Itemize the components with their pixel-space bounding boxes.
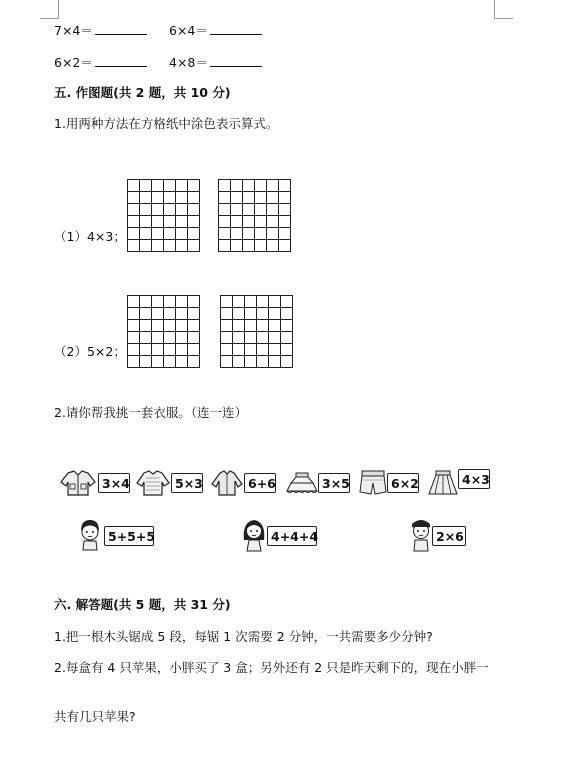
grid-cell[interactable] <box>176 308 188 320</box>
answer-blank[interactable] <box>210 22 262 35</box>
grid-cell[interactable] <box>219 240 231 252</box>
section-5-question-2: 2.请你帮我挑一套衣服。（连一连） <box>54 405 248 420</box>
grid-cell[interactable] <box>269 296 281 308</box>
grid-cell[interactable] <box>164 356 176 368</box>
grid-cell[interactable] <box>221 344 233 356</box>
grid-cell[interactable] <box>176 192 188 204</box>
section-6-question-2-line-1: 2.每盒有 4 只苹果，小胖买了 3 盒；另外还有 2 只是昨天剩下的，现在小胖一 <box>54 660 489 675</box>
grid-cell[interactable] <box>279 180 291 192</box>
grid-1a[interactable] <box>127 179 200 252</box>
girl-icon <box>242 518 266 552</box>
grid-cell[interactable] <box>128 320 140 332</box>
grid-cell[interactable] <box>176 240 188 252</box>
grid-cell[interactable] <box>152 308 164 320</box>
grid-1b[interactable] <box>218 179 291 252</box>
grid-cell[interactable] <box>140 320 152 332</box>
grid-cell[interactable] <box>255 204 267 216</box>
grid-cell[interactable] <box>164 296 176 308</box>
grid-cell[interactable] <box>245 344 257 356</box>
grid-cell[interactable] <box>176 356 188 368</box>
grid-cell[interactable] <box>128 216 140 228</box>
grid-cell[interactable] <box>128 192 140 204</box>
grid-cell[interactable] <box>257 320 269 332</box>
grid-cell[interactable] <box>176 344 188 356</box>
grid-cell[interactable] <box>231 240 243 252</box>
shorts-icon <box>359 470 387 496</box>
grid-cell[interactable] <box>164 216 176 228</box>
grid-cell[interactable] <box>233 308 245 320</box>
section-5-question-1: 1.用两种方法在方格纸中涂色表示算式。 <box>54 116 279 131</box>
grid-cell[interactable] <box>255 192 267 204</box>
grid-cell[interactable] <box>221 308 233 320</box>
grid-cell[interactable] <box>140 356 152 368</box>
grid-cell[interactable] <box>269 308 281 320</box>
grid-cell[interactable] <box>221 356 233 368</box>
grid-cell[interactable] <box>188 192 200 204</box>
grid-cell[interactable] <box>140 332 152 344</box>
grid-cell[interactable] <box>164 240 176 252</box>
grid-cell[interactable] <box>269 332 281 344</box>
sweater-icon <box>211 470 243 496</box>
grid-cell[interactable] <box>219 228 231 240</box>
grid-cell[interactable] <box>152 204 164 216</box>
grid-cell[interactable] <box>164 332 176 344</box>
grid-2a[interactable] <box>127 295 200 368</box>
grid-cell[interactable] <box>221 296 233 308</box>
grid-cell[interactable] <box>152 332 164 344</box>
grid-cell[interactable] <box>176 228 188 240</box>
grid-cell[interactable] <box>176 180 188 192</box>
grid-cell[interactable] <box>279 192 291 204</box>
section-6-question-1: 1.把一根木头锯成 5 段，每锯 1 次需要 2 分钟，一共需要多少分钟? <box>54 629 433 644</box>
kid-card-2[interactable]: 4+4+4 <box>267 526 317 546</box>
grid-cell[interactable] <box>188 180 200 192</box>
grid-cell[interactable] <box>188 332 200 344</box>
grid-cell[interactable] <box>128 296 140 308</box>
grid-cell[interactable] <box>257 296 269 308</box>
grid-cell[interactable] <box>152 356 164 368</box>
grid-cell[interactable] <box>188 308 200 320</box>
grid-cell[interactable] <box>267 228 279 240</box>
grid-cell[interactable] <box>164 192 176 204</box>
crop-mark-left <box>40 0 59 19</box>
grid-cell[interactable] <box>243 180 255 192</box>
grid-cell[interactable] <box>152 296 164 308</box>
grid-cell[interactable] <box>245 356 257 368</box>
boy-icon <box>78 519 102 551</box>
clothes-card-6[interactable]: 4×3 <box>458 469 490 489</box>
grid-cell[interactable] <box>245 296 257 308</box>
grid-cell[interactable] <box>128 344 140 356</box>
grid-cell[interactable] <box>243 240 255 252</box>
grid-cell[interactable] <box>164 308 176 320</box>
grid-cell[interactable] <box>164 180 176 192</box>
grid-cell[interactable] <box>188 320 200 332</box>
answer-blank[interactable] <box>210 54 262 67</box>
skirt-icon <box>286 472 318 494</box>
grid-cell[interactable] <box>257 308 269 320</box>
grid-cell[interactable] <box>279 240 291 252</box>
grid-cell[interactable] <box>140 240 152 252</box>
grid-cell[interactable] <box>140 192 152 204</box>
grid-cell[interactable] <box>219 180 231 192</box>
grid-cell[interactable] <box>279 228 291 240</box>
grid-cell[interactable] <box>281 308 293 320</box>
grid-2b[interactable] <box>220 295 293 368</box>
grid-cell[interactable] <box>233 344 245 356</box>
grid-cell[interactable] <box>188 216 200 228</box>
grid-cell[interactable] <box>279 204 291 216</box>
pleated-skirt-icon <box>428 470 458 496</box>
grid-cell[interactable] <box>164 320 176 332</box>
grid-row-1-label: （1）4×3； <box>54 229 126 244</box>
grid-cell[interactable] <box>233 296 245 308</box>
grid-cell[interactable] <box>188 228 200 240</box>
grid-cell[interactable] <box>219 216 231 228</box>
grid-row-2-label: （2）5×2； <box>54 344 126 359</box>
jacket-icon <box>60 470 96 496</box>
grid-cell[interactable] <box>176 320 188 332</box>
grid-cell[interactable] <box>281 332 293 344</box>
grid-cell[interactable] <box>231 204 243 216</box>
section-6-title: 六. 解答题(共 5 题，共 31 分) <box>54 597 231 612</box>
grid-cell[interactable] <box>188 344 200 356</box>
answer-blank[interactable] <box>95 54 147 67</box>
clothes-card-1[interactable]: 3×4 <box>98 473 130 493</box>
grid-cell[interactable] <box>255 240 267 252</box>
grid-cell[interactable] <box>152 344 164 356</box>
grid-cell[interactable] <box>269 344 281 356</box>
grid-cell[interactable] <box>255 228 267 240</box>
problem-2: 6×4＝ <box>169 22 262 39</box>
problem-1: 7×4＝ <box>54 22 147 39</box>
grid-cell[interactable] <box>257 356 269 368</box>
grid-cell[interactable] <box>128 228 140 240</box>
clothes-card-2[interactable]: 5×3 <box>171 473 203 493</box>
grid-cell[interactable] <box>267 192 279 204</box>
grid-cell[interactable] <box>231 192 243 204</box>
grid-cell[interactable] <box>243 192 255 204</box>
grid-cell[interactable] <box>255 216 267 228</box>
grid-cell[interactable] <box>279 216 291 228</box>
grid-cell[interactable] <box>128 204 140 216</box>
grid-cell[interactable] <box>243 216 255 228</box>
grid-cell[interactable] <box>243 204 255 216</box>
grid-cell[interactable] <box>267 204 279 216</box>
grid-cell[interactable] <box>231 180 243 192</box>
grid-cell[interactable] <box>267 180 279 192</box>
grid-cell[interactable] <box>188 296 200 308</box>
grid-cell[interactable] <box>267 240 279 252</box>
grid-cell[interactable] <box>152 180 164 192</box>
grid-cell[interactable] <box>269 320 281 332</box>
grid-cell[interactable] <box>233 356 245 368</box>
clothes-card-3[interactable]: 6+6 <box>244 473 276 493</box>
problem-4: 4×8＝ <box>169 54 262 71</box>
grid-cell[interactable] <box>176 204 188 216</box>
grid-cell[interactable] <box>152 228 164 240</box>
grid-cell[interactable] <box>152 216 164 228</box>
grid-cell[interactable] <box>269 356 281 368</box>
grid-cell[interactable] <box>188 204 200 216</box>
grid-cell[interactable] <box>281 296 293 308</box>
grid-cell[interactable] <box>233 320 245 332</box>
grid-cell[interactable] <box>152 192 164 204</box>
grid-cell[interactable] <box>219 204 231 216</box>
grid-cell[interactable] <box>152 240 164 252</box>
clothes-card-4[interactable]: 3×5 <box>318 473 350 493</box>
grid-cell[interactable] <box>164 344 176 356</box>
child-icon <box>409 518 433 552</box>
grid-cell[interactable] <box>128 332 140 344</box>
grid-cell[interactable] <box>140 204 152 216</box>
grid-cell[interactable] <box>255 180 267 192</box>
section-6-question-2-line-2: 共有几只苹果? <box>54 709 136 724</box>
grid-cell[interactable] <box>152 320 164 332</box>
grid-cell[interactable] <box>257 332 269 344</box>
grid-cell[interactable] <box>188 240 200 252</box>
grid-cell[interactable] <box>128 240 140 252</box>
grid-cell[interactable] <box>245 320 257 332</box>
grid-cell[interactable] <box>140 216 152 228</box>
grid-cell[interactable] <box>176 332 188 344</box>
grid-cell[interactable] <box>257 344 269 356</box>
grid-cell[interactable] <box>267 216 279 228</box>
grid-cell[interactable] <box>281 320 293 332</box>
grid-cell[interactable] <box>140 180 152 192</box>
grid-cell[interactable] <box>140 296 152 308</box>
grid-cell[interactable] <box>140 228 152 240</box>
grid-cell[interactable] <box>231 216 243 228</box>
kid-card-3[interactable]: 2×6 <box>432 526 466 546</box>
grid-cell[interactable] <box>221 320 233 332</box>
grid-cell[interactable] <box>176 216 188 228</box>
grid-cell[interactable] <box>233 332 245 344</box>
grid-cell[interactable] <box>140 308 152 320</box>
grid-cell[interactable] <box>221 332 233 344</box>
grid-cell[interactable] <box>245 332 257 344</box>
grid-cell[interactable] <box>281 356 293 368</box>
grid-cell[interactable] <box>140 344 152 356</box>
grid-cell[interactable] <box>164 204 176 216</box>
answer-blank[interactable] <box>95 22 147 35</box>
grid-cell[interactable] <box>128 308 140 320</box>
grid-cell[interactable] <box>219 192 231 204</box>
grid-cell[interactable] <box>128 356 140 368</box>
grid-cell[interactable] <box>128 180 140 192</box>
grid-cell[interactable] <box>231 228 243 240</box>
grid-cell[interactable] <box>281 344 293 356</box>
section-5-title: 五. 作图题(共 2 题，共 10 分) <box>54 85 231 100</box>
grid-cell[interactable] <box>188 356 200 368</box>
crop-mark-right <box>494 0 513 19</box>
grid-cell[interactable] <box>245 308 257 320</box>
kid-card-1[interactable]: 5+5+5 <box>104 526 154 546</box>
clothes-card-5[interactable]: 6×2 <box>387 473 419 493</box>
grid-cell[interactable] <box>243 228 255 240</box>
problem-3: 6×2＝ <box>54 54 147 71</box>
grid-cell[interactable] <box>176 296 188 308</box>
coat-icon <box>136 470 170 496</box>
grid-cell[interactable] <box>164 228 176 240</box>
